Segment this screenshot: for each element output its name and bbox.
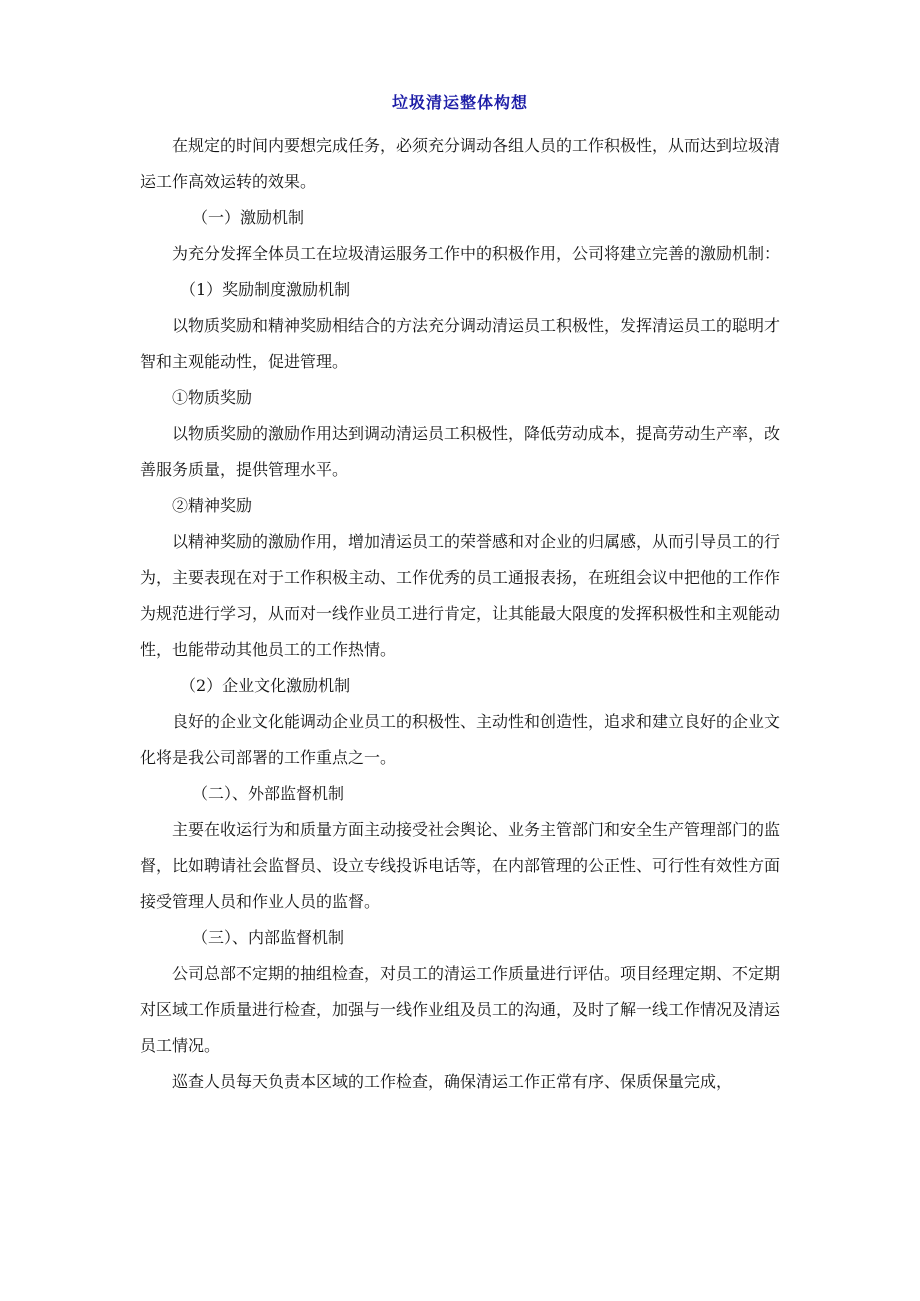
- subsection-heading-reward-system: （1）奖励制度激励机制: [180, 280, 351, 299]
- paragraph-spiritual-reward: 以精神奖励的激励作用，增加清运员工的荣誉感和对企业的归属感，从而引导员工的行为，主要表现在对于工作积极主动、工作优秀的员工通报表扬，在班组会议中把他的工作作为规范进行学习，从而对一线作业员工进行肯定，让其能最大限度的发挥积极性和主观能动性，也能带动其他员工的工作热情。: [140, 532, 781, 659]
- paragraph-reward-system: 以物质奖励和精神奖励相结合的方法充分调动清运员工积极性，发挥清运员工的聪明才智和主观能动性，促进管理。: [140, 316, 781, 371]
- paragraph-corporate-culture: 良好的企业文化能调动企业员工的积极性、主动性和创造性，追求和建立良好的企业文化将是我公司部署的工作重点之一。: [140, 712, 781, 767]
- paragraph-intro: 在规定的时间内要想完成任务，必须充分调动各组人员的工作积极性，从而达到垃圾清运工作高效运转的效果。: [140, 136, 781, 191]
- item-heading-material-reward: ①物质奖励: [172, 388, 253, 407]
- section-heading-external-supervision: （二）、外部监督机制: [192, 784, 345, 803]
- item-heading-spiritual-reward: ②精神奖励: [172, 496, 253, 515]
- subsection-heading-corporate-culture: （2）企业文化激励机制: [180, 676, 351, 695]
- document-page: [140, 90, 780, 1100]
- paragraph-internal-supervision: 公司总部不定期的抽组检查，对员工的清运工作质量进行评估。项目经理定期、不定期对区域工作质量进行检查，加强与一线作业组及员工的沟通，及时了解一线工作情况及清运员工情况。: [140, 964, 781, 1055]
- section-heading-internal-supervision: （三）、内部监督机制: [192, 928, 345, 947]
- document-title: 垃圾清运整体构想: [391, 93, 528, 112]
- paragraph-incentive: 为充分发挥全体员工在垃圾清运服务工作中的积极作用，公司将建立完善的激励机制：: [172, 244, 781, 263]
- paragraph-external-supervision: 主要在收运行为和质量方面主动接受社会舆论、业务主管部门和安全生产管理部门的监督，比如聘请社会监督员、设立专线投诉电话等，在内部管理的公正性、可行性有效性方面接受管理人员和作业人员的监督。: [140, 820, 781, 911]
- section-heading-incentive: （一）激励机制: [192, 208, 305, 227]
- paragraph-patrol: 巡查人员每天负责本区域的工作检查，确保清运工作正常有序、保质保量完成，: [172, 1072, 733, 1091]
- paragraph-material-reward: 以物质奖励的激励作用达到调动清运员工积极性，降低劳动成本，提高劳动生产率，改善服务质量，提供管理水平。: [140, 424, 781, 479]
